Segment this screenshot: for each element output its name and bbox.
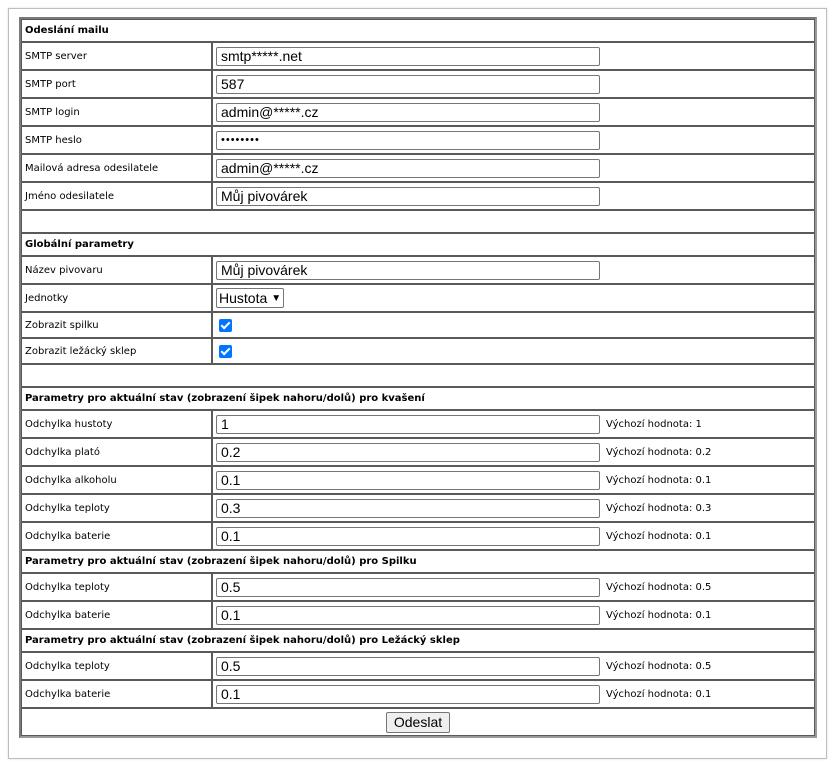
brewery-name-row xyxy=(21,256,815,284)
show-cellar-label: Zobrazit ležácký sklep xyxy=(21,338,212,364)
submit-button[interactable]: Odeslat xyxy=(386,712,450,733)
spilka-row xyxy=(21,573,815,601)
fermentation-row xyxy=(21,494,815,522)
default-value-text: Výchozí hodnota: 0.1 xyxy=(603,466,815,494)
units-select-value: Hustota xyxy=(219,290,268,306)
section-header-global: Globální parametry xyxy=(21,233,815,256)
units-label: Jednotky xyxy=(21,284,212,312)
spilka-row xyxy=(21,601,815,629)
smtp-login-label: SMTP login xyxy=(21,98,212,126)
sender-address-label: Mailová adresa odesilatele xyxy=(21,154,212,182)
sender-name-row xyxy=(21,182,815,210)
cellar-row-label: Odchylka teploty xyxy=(21,652,212,680)
default-value-text: Výchozí hodnota: 1 xyxy=(603,410,815,438)
show-cellar-checkbox[interactable] xyxy=(219,345,232,358)
fermentation-row xyxy=(21,466,815,494)
fermentation-alcohol-input[interactable] xyxy=(216,471,600,490)
fermentation-row xyxy=(21,438,815,466)
section-header-fermentation: Parametry pro aktuální stav (zobrazení šipek nahoru/dolů) pro kvašení xyxy=(21,387,815,410)
default-value-text: Výchozí hodnota: 0.5 xyxy=(603,652,815,680)
fermentation-row-label: Odchylka teploty xyxy=(21,494,212,522)
fermentation-density-input[interactable] xyxy=(216,415,600,434)
page-frame xyxy=(8,8,827,759)
spacer-row xyxy=(21,210,815,233)
cellar-row xyxy=(21,680,815,708)
brewery-name-label: Název pivovaru xyxy=(21,256,212,284)
units-row xyxy=(21,284,815,312)
smtp-login-row xyxy=(21,98,815,126)
default-value-text: Výchozí hodnota: 0.2 xyxy=(603,438,815,466)
sender-name-label: Jméno odesilatele xyxy=(21,182,212,210)
smtp-login-input[interactable] xyxy=(216,103,600,122)
smtp-password-row xyxy=(21,126,815,154)
show-cellar-row xyxy=(21,338,815,364)
sender-name-input[interactable] xyxy=(216,187,600,206)
section-header-mail: Odeslání mailu xyxy=(21,19,815,42)
chevron-down-icon: ▼ xyxy=(271,292,282,304)
fermentation-battery-input[interactable] xyxy=(216,527,600,546)
smtp-port-label: SMTP port xyxy=(21,70,212,98)
default-value-text: Výchozí hodnota: 0.1 xyxy=(603,601,815,629)
fermentation-row xyxy=(21,522,815,550)
fermentation-row-label: Odchylka plató xyxy=(21,438,212,466)
fermentation-row xyxy=(21,410,815,438)
smtp-server-row xyxy=(21,42,815,70)
show-fermenter-row xyxy=(21,312,815,338)
smtp-server-label: SMTP server xyxy=(21,42,212,70)
cellar-battery-input[interactable] xyxy=(216,685,600,704)
smtp-port-row xyxy=(21,70,815,98)
fermentation-row-label: Odchylka baterie xyxy=(21,522,212,550)
smtp-password-input[interactable] xyxy=(216,131,600,150)
sender-address-input[interactable] xyxy=(216,159,600,178)
default-value-text: Výchozí hodnota: 0.5 xyxy=(603,573,815,601)
spilka-row-label: Odchylka baterie xyxy=(21,601,212,629)
default-value-text: Výchozí hodnota: 0.1 xyxy=(603,680,815,708)
spilka-battery-input[interactable] xyxy=(216,606,600,625)
cellar-temperature-input[interactable] xyxy=(216,657,600,676)
sender-address-row xyxy=(21,154,815,182)
smtp-password-label: SMTP heslo xyxy=(21,126,212,154)
settings-form xyxy=(19,17,817,738)
section-header-spilka: Parametry pro aktuální stav (zobrazení šipek nahoru/dolů) pro Spilku xyxy=(21,550,815,573)
section-header-cellar: Parametry pro aktuální stav (zobrazení šipek nahoru/dolů) pro Ležácký sklep xyxy=(21,629,815,652)
smtp-server-input[interactable] xyxy=(216,47,600,66)
fermentation-plato-input[interactable] xyxy=(216,443,600,462)
brewery-name-input[interactable] xyxy=(216,261,600,280)
show-fermenter-label: Zobrazit spilku xyxy=(21,312,212,338)
spilka-temperature-input[interactable] xyxy=(216,578,600,597)
cellar-row-label: Odchylka baterie xyxy=(21,680,212,708)
smtp-port-input[interactable] xyxy=(216,75,600,94)
submit-row xyxy=(21,708,815,736)
cellar-row xyxy=(21,652,815,680)
units-select[interactable] xyxy=(216,288,284,308)
default-value-text: Výchozí hodnota: 0.1 xyxy=(603,522,815,550)
fermentation-row-label: Odchylka hustoty xyxy=(21,410,212,438)
default-value-text: Výchozí hodnota: 0.3 xyxy=(603,494,815,522)
show-fermenter-checkbox[interactable] xyxy=(219,319,232,332)
spacer-row xyxy=(21,364,815,387)
spilka-row-label: Odchylka teploty xyxy=(21,573,212,601)
fermentation-row-label: Odchylka alkoholu xyxy=(21,466,212,494)
fermentation-temperature-input[interactable] xyxy=(216,499,600,518)
